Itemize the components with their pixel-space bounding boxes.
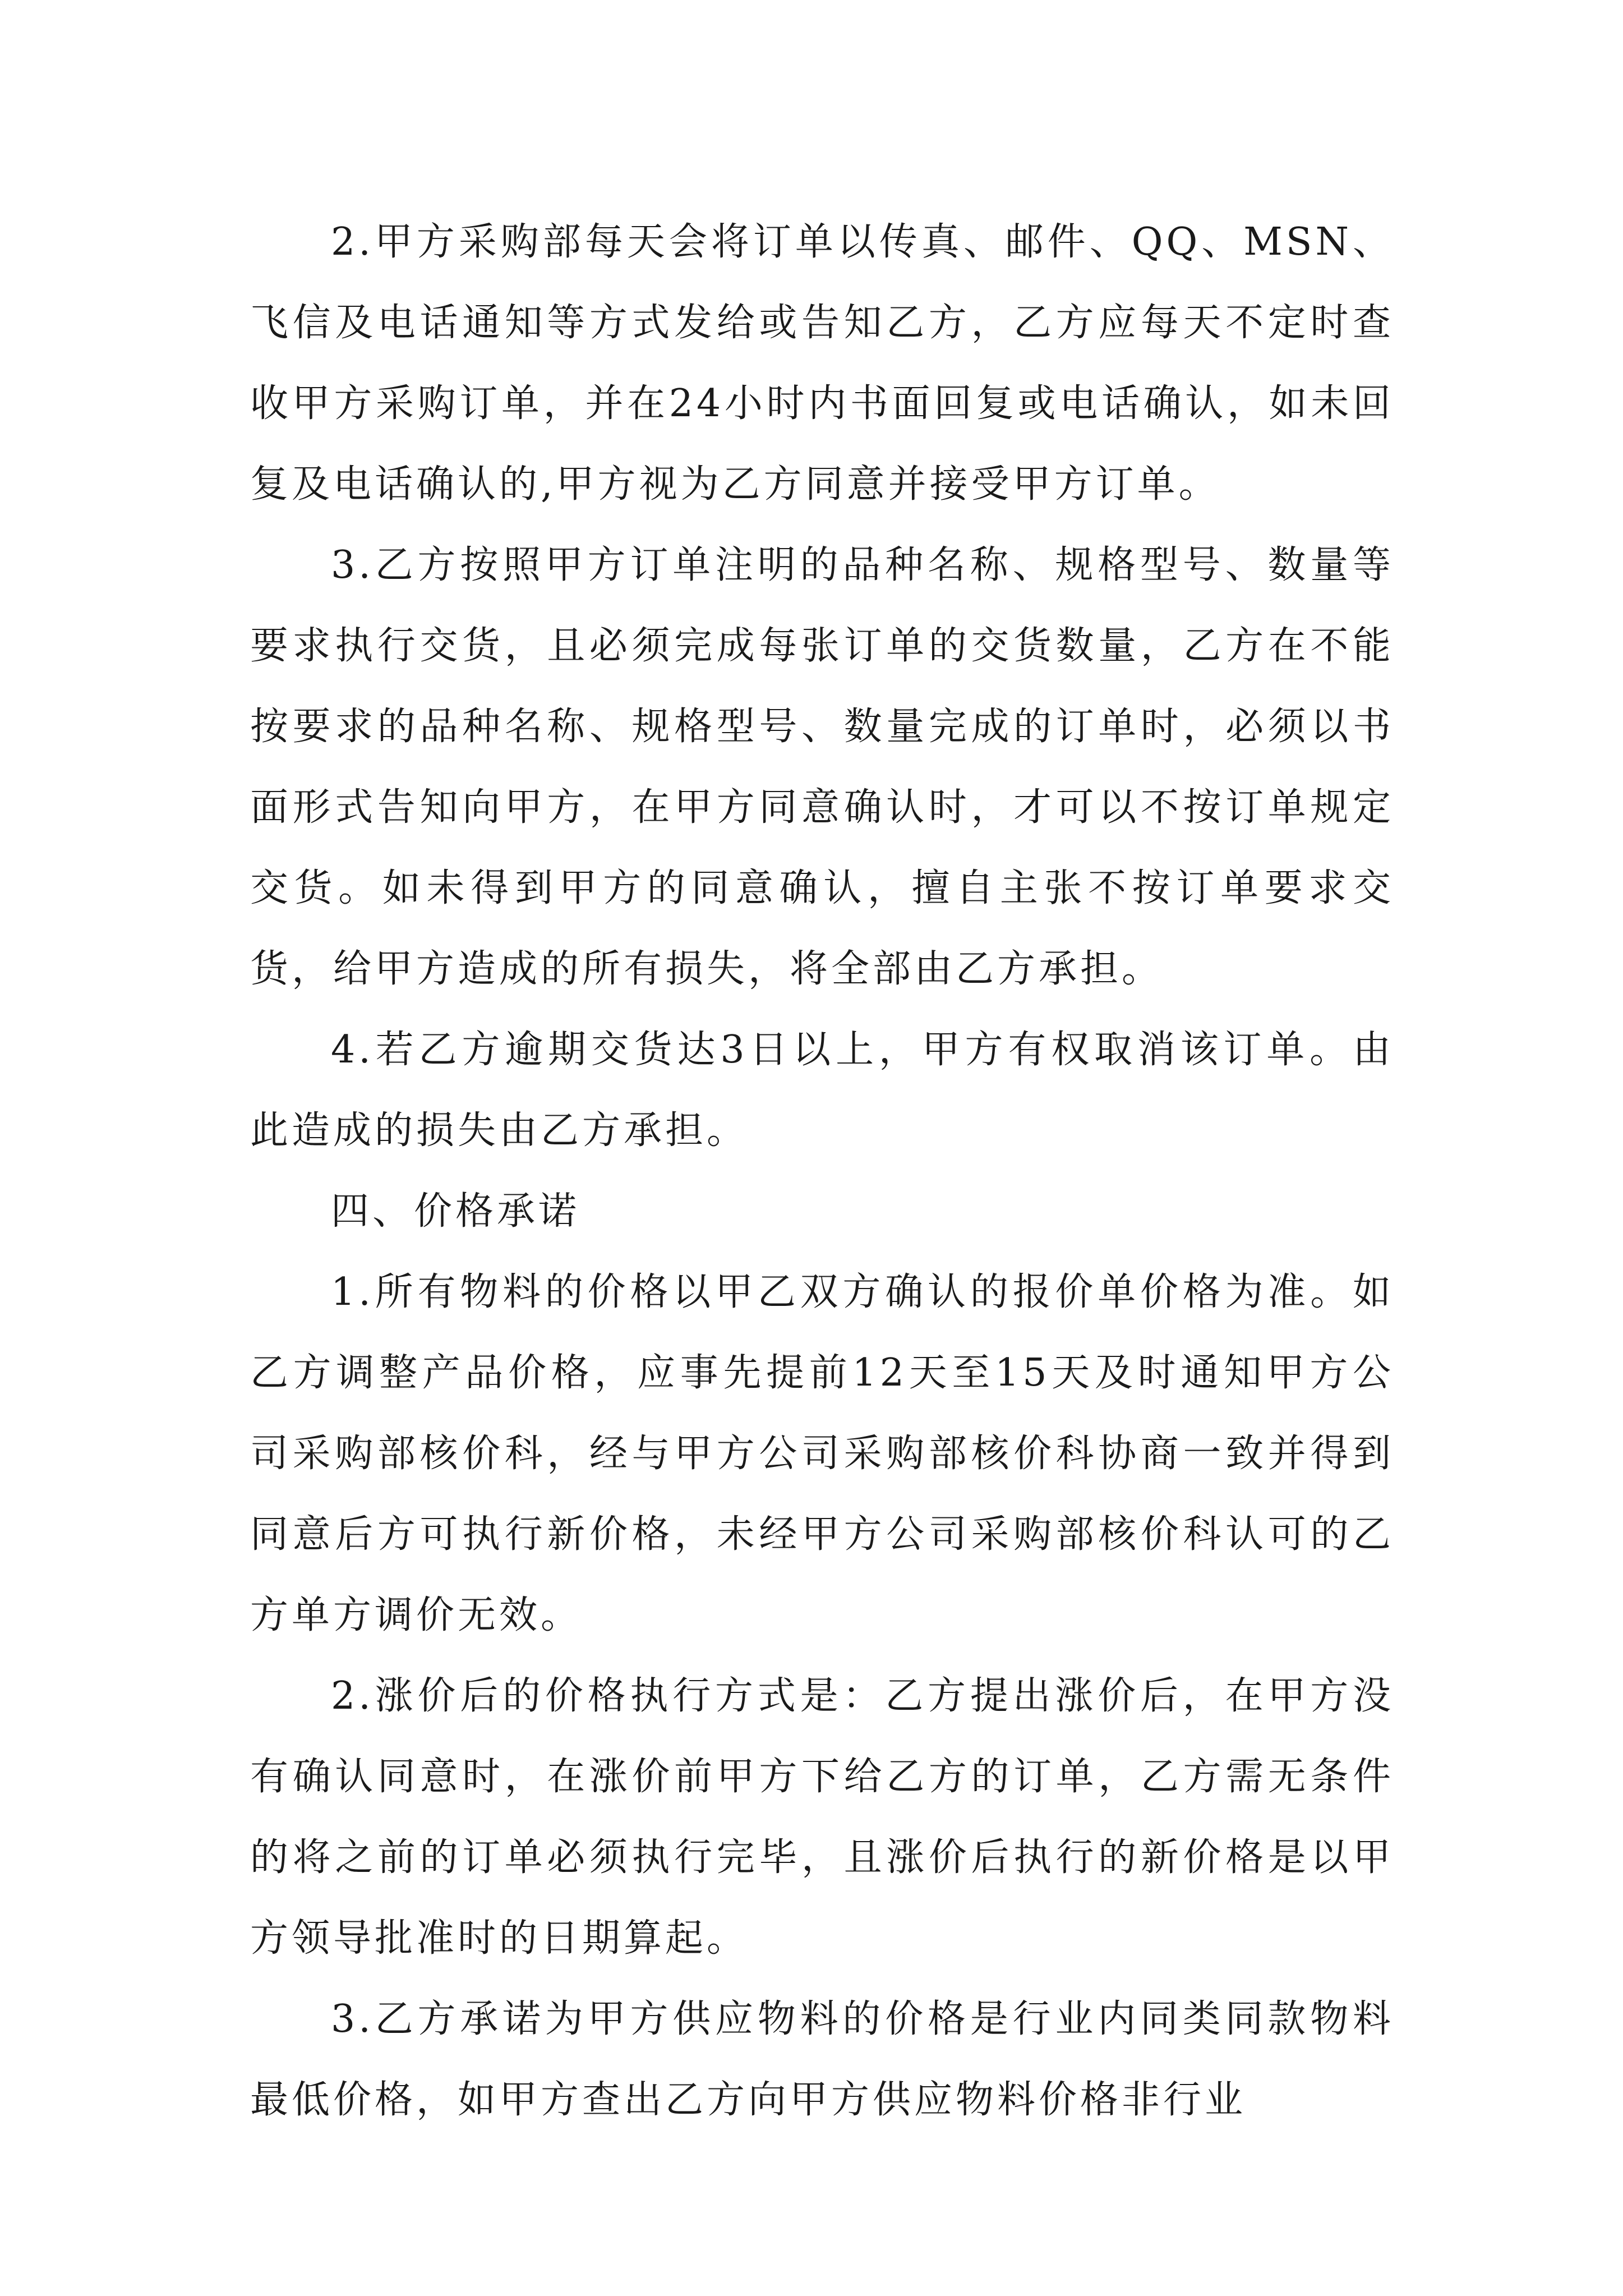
paragraph-lowest-price: 3.乙方承诺为甲方供应物料的价格是行业内同类同款物料最低价格，如甲方查出乙方向甲方供应物料价格非行业: [250, 1997, 1394, 2122]
paragraph-order-notification: 2.甲方采购部每天会将订单以传真、邮件、QQ、MSN、飞信及电话通知等方式发给或告知乙方，乙方应每天不定时查收甲方采购订单，并在24小时内书面回复或电话确认，如未回复及电话确认的,甲方视为乙方同意并接受甲方订单。: [250, 220, 1394, 507]
document-body: [250, 202, 1394, 2141]
paragraph-price-basis: 1.所有物料的价格以甲乙双方确认的报价单价格为准。如乙方调整产品价格，应事先提前12天至15天及时通知甲方公司采购部核价科，经与甲方公司采购部核价科协商一致并得到同意后方可执行新价格，未经甲方公司采购部核价科认可的乙方单方调价无效。: [250, 1270, 1394, 1637]
section-heading-price-commitment: 四、价格承诺: [331, 1189, 580, 1234]
paragraph-price-increase: 2.涨价后的价格执行方式是：乙方提出涨价后，在甲方没有确认同意时，在涨价前甲方下给乙方的订单，乙方需无条件的将之前的订单必须执行完毕，且涨价后执行的新价格是以甲方领导批准时的日期算起。: [250, 1674, 1394, 1961]
paragraph-delivery-requirements: 3.乙方按照甲方订单注明的品种名称、规格型号、数量等要求执行交货，且必须完成每张订单的交货数量，乙方在不能按要求的品种名称、规格型号、数量完成的订单时，必须以书面形式告知向甲方，在甲方同意确认时，才可以不按订单规定交货。如未得到甲方的同意确认，擅自主张不按订单要求交货，给甲方造成的所有损失，将全部由乙方承担。: [250, 543, 1394, 991]
paragraph-late-delivery: 4.若乙方逾期交货达3日以上，甲方有权取消该订单。由此造成的损失由乙方承担。: [250, 1028, 1394, 1153]
